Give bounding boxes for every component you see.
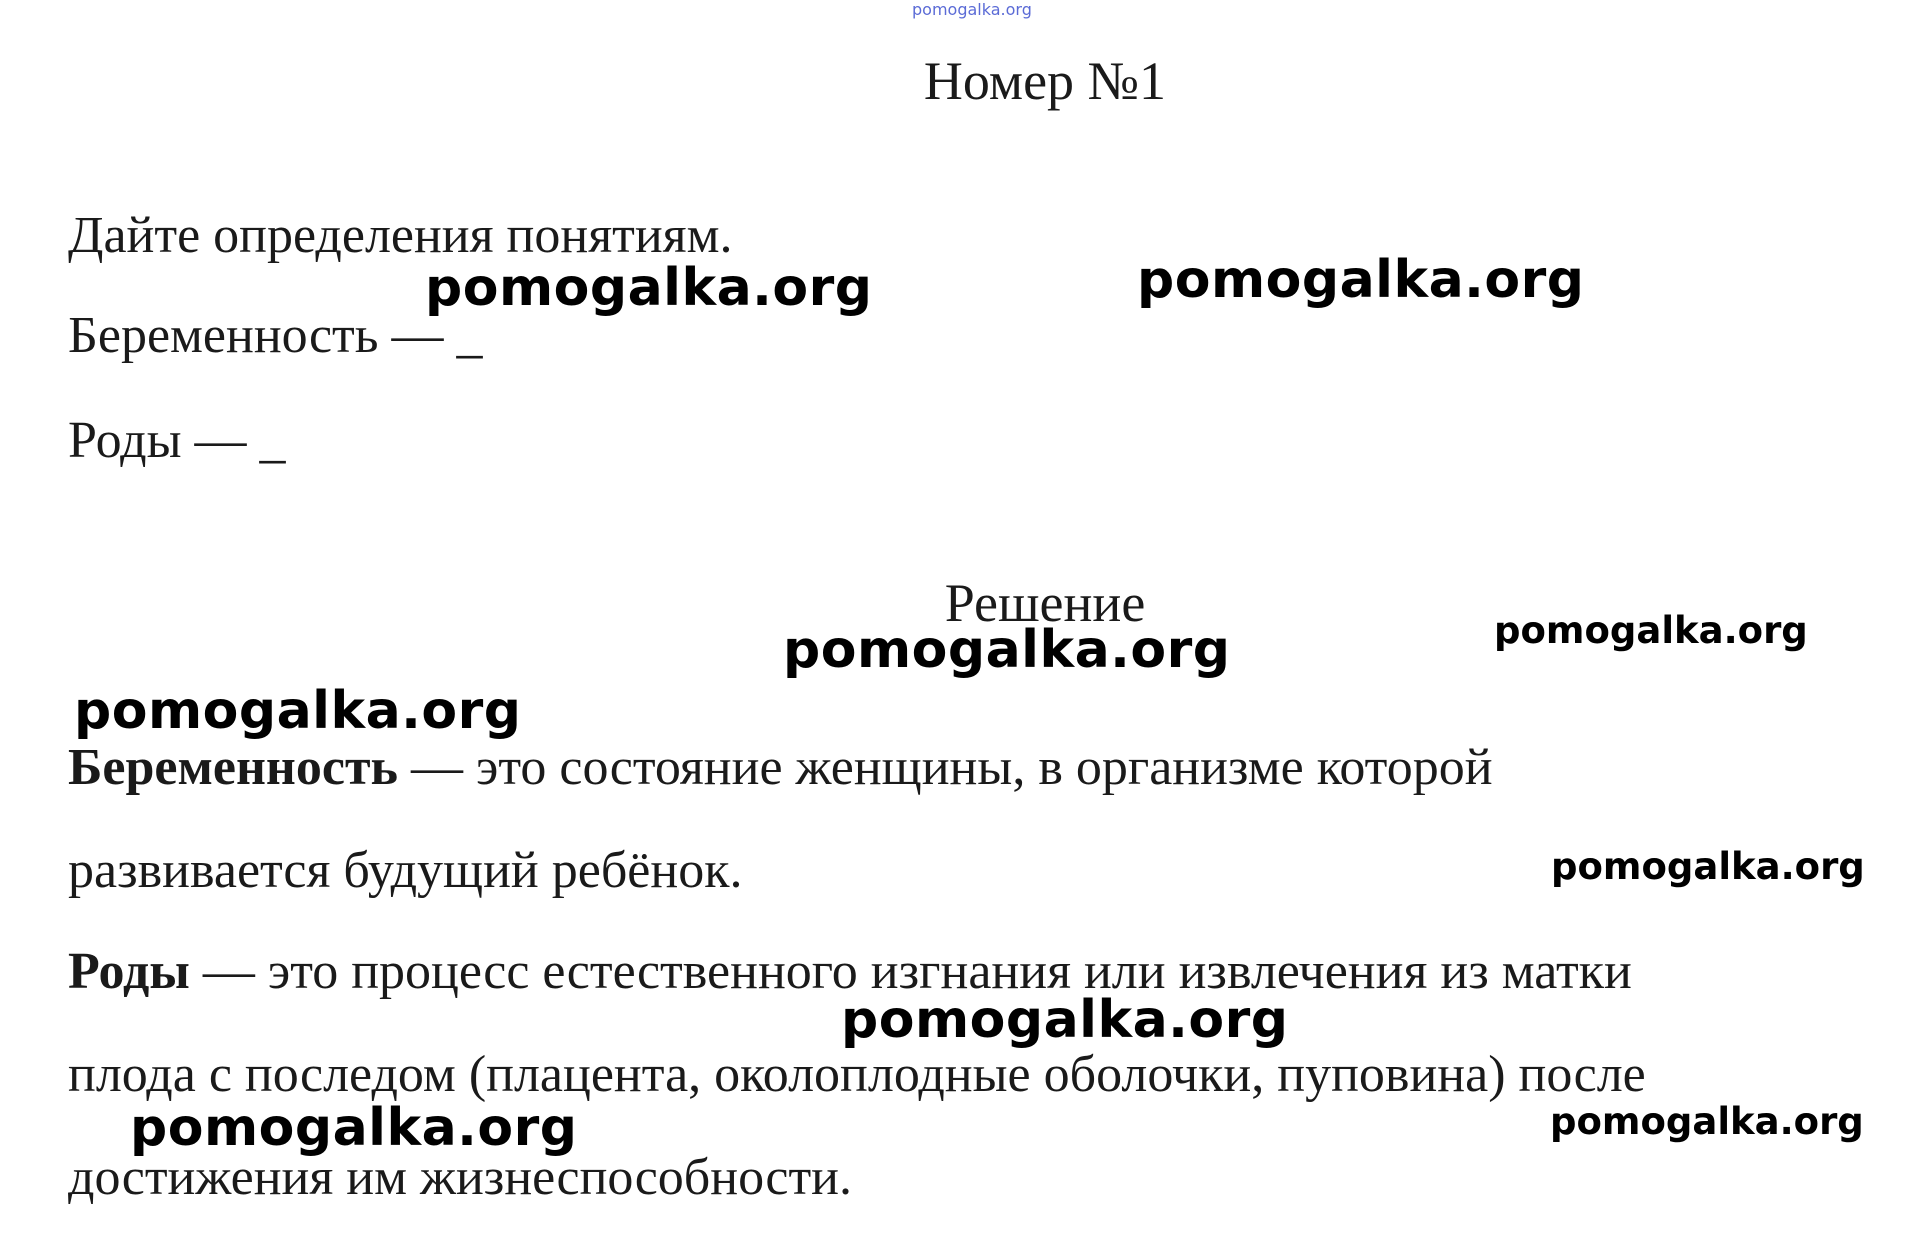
task-blank: — _ — [378, 307, 483, 364]
watermark: pomogalka.org — [841, 990, 1289, 1050]
task-prompt: Дайте определения понятиям. — [68, 207, 733, 264]
watermark: pomogalka.org — [130, 1098, 578, 1158]
watermark: pomogalka.org — [425, 258, 873, 318]
solution-heading: Решение — [944, 573, 1146, 633]
definition-text: — это процесс естественного изгнания или извлечения из матки — [189, 943, 1632, 1000]
watermark: pomogalka.org — [1551, 845, 1865, 888]
definition-pregnancy-line-1 — [68, 739, 1493, 796]
watermark: pomogalka.org — [74, 681, 522, 741]
definition-term: Роды — [68, 943, 190, 1000]
definition-birth-line-3: достижения им жизнеспособности. — [68, 1149, 853, 1206]
page-title: Номер №1 — [923, 51, 1167, 111]
watermark: pomogalka.org — [1550, 1100, 1864, 1143]
definition-term: Беременность — [68, 739, 399, 796]
task-term: Беременность — [68, 307, 379, 364]
watermark: pomogalka.org — [1137, 250, 1585, 310]
definition-birth-line-2: плода с последом (плацента, околоплодные оболочки, пуповина) после — [68, 1046, 1646, 1103]
task-item-birth — [68, 412, 286, 469]
watermark: pomogalka.org — [1494, 609, 1808, 652]
site-link[interactable]: pomogalka.org — [912, 0, 1032, 19]
definition-pregnancy-line-2: развивается будущий ребёнок. — [68, 842, 743, 899]
task-item-pregnancy — [68, 307, 483, 364]
watermark: pomogalka.org — [783, 620, 1231, 680]
task-blank: — _ — [181, 412, 286, 469]
definition-text: — это состояние женщины, в организме которой — [398, 739, 1493, 796]
task-term: Роды — [68, 412, 182, 469]
